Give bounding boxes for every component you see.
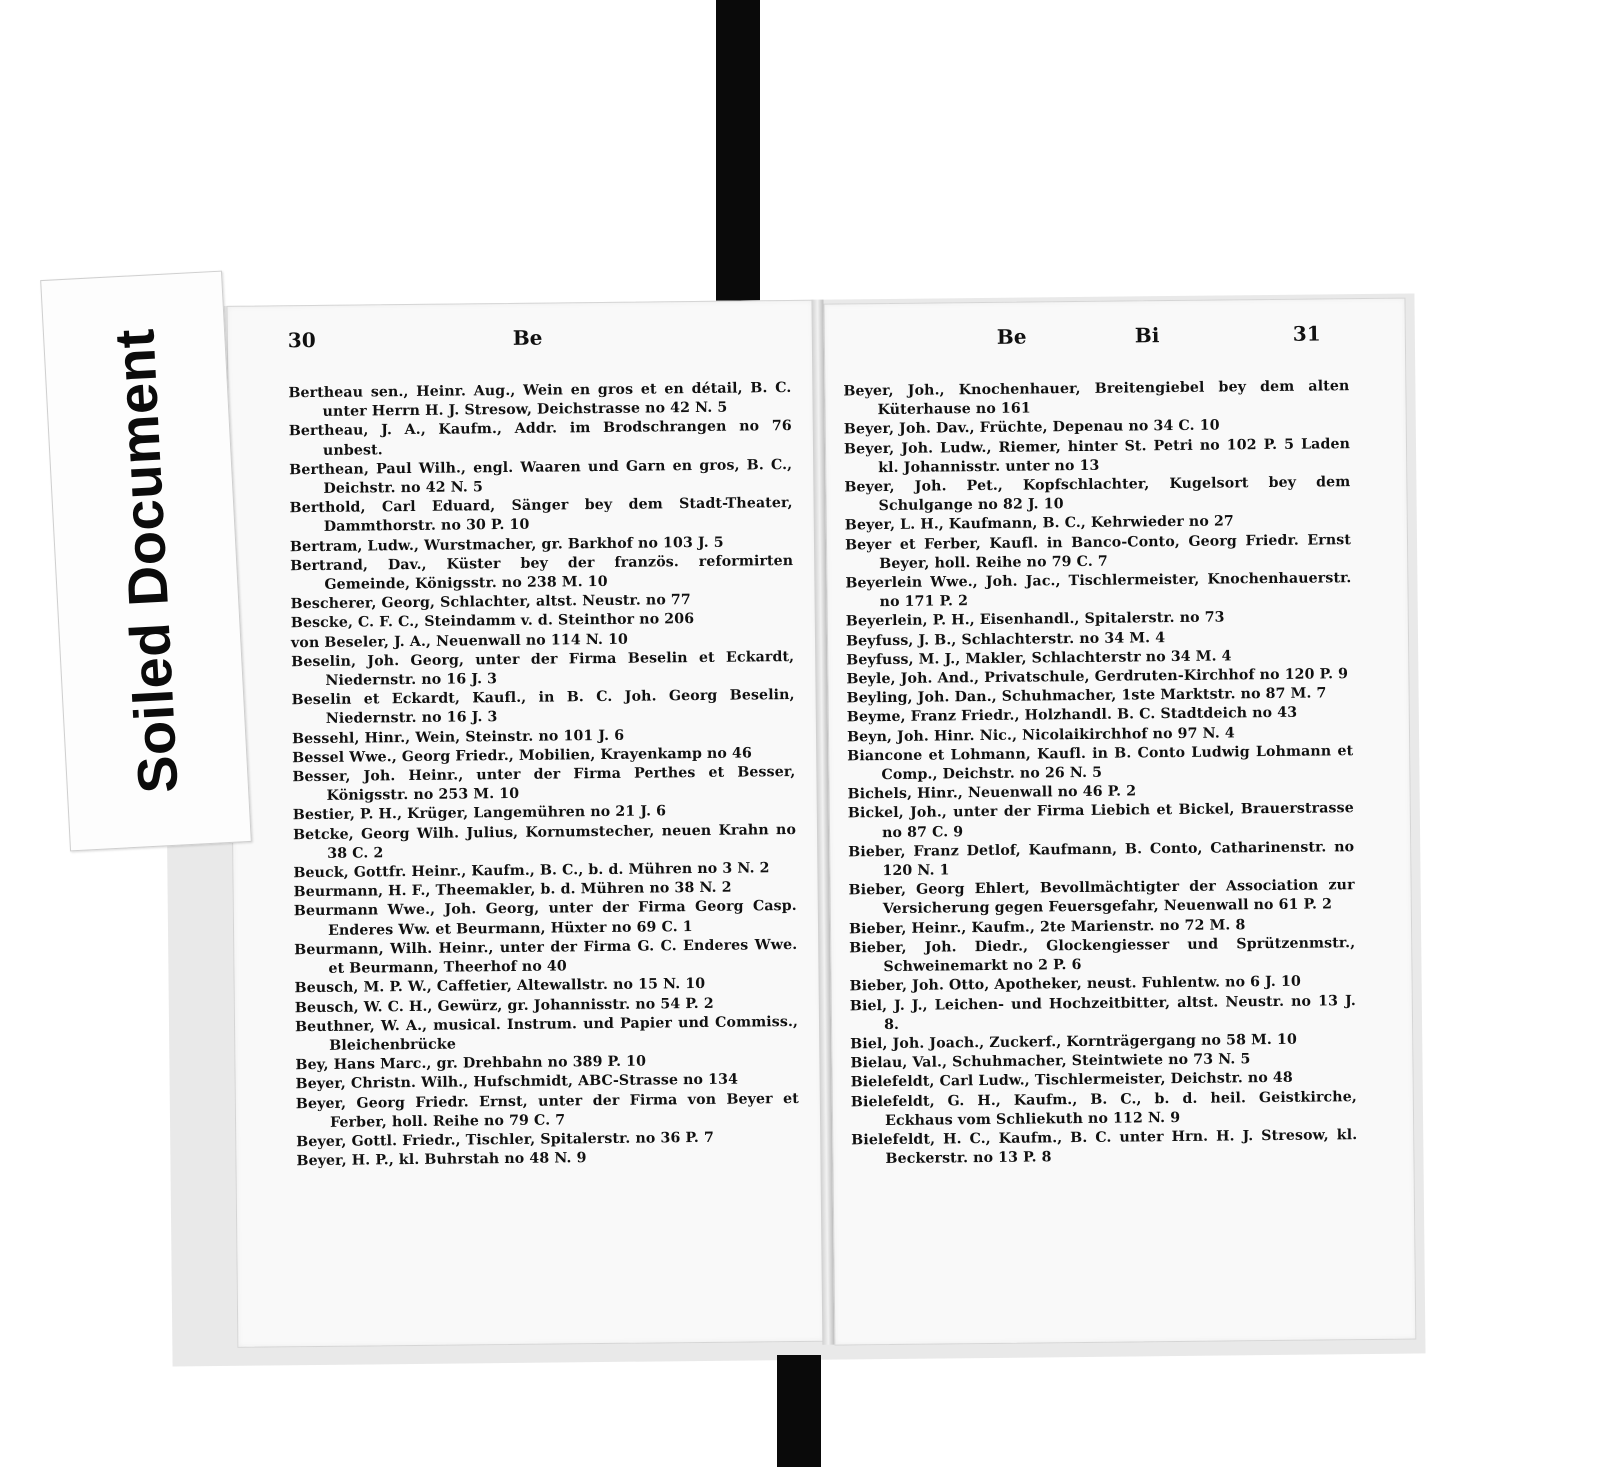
left-page-entries xyxy=(288,379,799,1172)
binding-strap-top xyxy=(716,0,760,305)
directory-entry: Bickel, Joh., unter der Firma Liebich et Bickel, Brauerstrasse no 87 C. 9 xyxy=(847,800,1354,841)
directory-entry: Bertram, Ludw., Wurstmacher, gr. Barkhof no 103 J. 5 xyxy=(289,534,724,555)
directory-entry: Biel, Joh. Joach., Zuckerf., Kornträgergang no 58 M. 10 xyxy=(850,1031,1297,1053)
right-page-header-left: Be xyxy=(996,324,1027,349)
directory-entry: Besser, Joh. Heinr., unter der Firma Perthes et Besser, Königsstr. no 253 M. 10 xyxy=(292,764,796,805)
label-text: Soiled Document xyxy=(102,327,190,795)
directory-entry: Beyer, Joh. Pet., Kopfschlachter, Kugelsort bey dem Schulgange no 82 J. 10 xyxy=(844,474,1351,515)
directory-entry: Bessehl, Hinr., Wein, Steinstr. no 101 J. 6 xyxy=(291,727,625,747)
directory-entry: Beyer, H. P., kl. Buhrstah no 48 N. 9 xyxy=(296,1150,587,1170)
directory-entry: Bey, Hans Marc., gr. Drehbahn no 389 P. 10 xyxy=(295,1053,647,1074)
binding-strap-bottom xyxy=(777,1355,821,1467)
directory-entry: Beyme, Franz Friedr., Holzhandl. B. C. Stadtdeich no 43 xyxy=(846,705,1298,726)
directory-entry: Beyle, Joh. And., Privatschule, Gerdruten-Kirchhof no 120 P. 9 xyxy=(846,666,1349,688)
directory-entry: Biel, J. J., Leichen- und Hochzeitbitter, altst. Neustr. no 13 J. 8. xyxy=(849,992,1356,1033)
directory-entry: Beyer, Joh. Ludw., Riemer, hinter St. Petri no 102 P. 5 Laden kl. Johannisstr. unter no 13 xyxy=(843,435,1351,476)
directory-entry: Berthean, Paul Wilh., engl. Waaren und Garn en gros, B. C., Deichstr. no 42 N. 5 xyxy=(289,456,793,497)
directory-entry: Beyfuss, M. J., Makler, Schlachterstr no 34 M. 4 xyxy=(846,648,1232,669)
directory-entry: Bescke, C. F. C., Steindamm v. d. Steinthor no 206 xyxy=(290,611,695,632)
left-page xyxy=(226,300,824,1348)
right-page-entries xyxy=(843,377,1357,1170)
directory-entry: Beusch, W. C. H., Gewürz, gr. Johannisstr. no 54 P. 2 xyxy=(294,995,714,1016)
directory-entry: Beyfuss, J. B., Schlachterstr. no 34 M. 4 xyxy=(845,629,1166,650)
directory-entry: Beyerlein Wwe., Joh. Jac., Tischlermeister, Knochenhauerstr. no 171 P. 2 xyxy=(845,570,1352,611)
directory-entry: Beusch, M. P. W., Caffetier, Altewallstr. no 15 N. 10 xyxy=(294,976,706,997)
directory-entry: Beyer, L. H., Kaufmann, B. C., Kehrwieder no 27 xyxy=(844,513,1234,534)
directory-entry: Bieber, Georg Ehlert, Bevollmächtigter der Association zur Versicherung gegen Feuersgefahr, Neuenwall no 61 P. 2 xyxy=(848,877,1355,918)
directory-entry: Bertheau, J. A., Kaufm., Addr. im Brodschrangen no 76 unbest. xyxy=(288,418,792,459)
directory-entry: Beurmann, H. F., Theemakler, b. d. Mühren no 38 N. 2 xyxy=(293,879,732,901)
directory-entry: Beyer et Ferber, Kaufl. in Banco-Conto, Georg Friedr. Ernst Beyer, holl. Reihe no 79 C. 7 xyxy=(844,531,1352,572)
directory-entry: Bieber, Joh. Otto, Apotheker, neust. Fuhlentw. no 6 J. 10 xyxy=(849,973,1301,995)
directory-entry: Betcke, Georg Wilh. Julius, Kornumstecher, neuen Krahn no 38 C. 2 xyxy=(292,821,797,862)
directory-entry: Beurmann Wwe., Joh. Georg, unter der Firma Georg Casp. Enderes Ww. et Beurmann, Hüxter no 69 C. 1 xyxy=(293,898,797,939)
directory-entry: Bieber, Franz Detlof, Kaufmann, B. Conto, Catharinenstr. no 120 N. 1 xyxy=(848,839,1355,880)
left-page-header xyxy=(228,323,813,359)
directory-entry: Beyn, Joh. Hinr. Nic., Nicolaikirchhof no 97 N. 4 xyxy=(846,725,1235,746)
directory-entry: Beyer, Christn. Wilh., Hufschmidt, ABC-Strasse no 134 xyxy=(295,1071,739,1093)
right-page-header xyxy=(825,321,1405,357)
directory-entry: Beyer, Joh., Knochenhauer, Breitengiebel bey dem alten Küterhause no 161 xyxy=(843,378,1350,419)
directory-entry: Beyerlein, P. H., Eisenhandl., Spitalerstr. no 73 xyxy=(845,609,1225,630)
left-page-header-letters: Be xyxy=(512,325,543,350)
directory-entry: Bielau, Val., Schuhmacher, Steintwiete no 73 N. 5 xyxy=(850,1051,1251,1072)
right-page xyxy=(823,298,1416,1346)
directory-entry: Beselin et Eckardt, Kaufl., in B. C. Joh. Georg Beselin, Niedernstr. no 16 J. 3 xyxy=(291,687,795,728)
directory-entry: Beyer, Joh. Dav., Früchte, Depenau no 34 C. 10 xyxy=(843,417,1220,438)
directory-entry: Beyer, Georg Friedr. Ernst, unter der Firma von Beyer et Ferber, holl. Reihe no 79 C. 7 xyxy=(295,1090,799,1131)
directory-entry: Bielefeldt, H. C., Kaufm., B. C. unter Hrn. H. J. Stresow, kl. Beckerstr. no 13 P. 8 xyxy=(851,1127,1358,1168)
directory-entry: Biancone et Lohmann, Kaufl. in B. Conto Ludwig Lohmann et Comp., Deichstr. no 26 N. 5 xyxy=(847,742,1354,784)
directory-entry: Bertheau sen., Heinr. Aug., Wein en gros et en détail, B. C. unter Herrn H. J. Stresow, Deichstrasse no 42 N. 5 xyxy=(288,379,792,421)
directory-entry: Bielefeldt, G. H., Kaufm., B. C., b. d. heil. Geistkirche, Eckhaus vom Schliekuth no 112 N. 9 xyxy=(850,1088,1357,1129)
right-page-number: 31 xyxy=(1292,321,1321,346)
directory-entry: Bieber, Joh. Diedr., Glockengiesser und Sprützenmstr., Schweinemarkt no 2 P. 6 xyxy=(849,935,1356,976)
directory-entry: Beselin, Joh. Georg, unter der Firma Beselin et Eckardt, Niedernstr. no 16 J. 3 xyxy=(291,648,795,689)
directory-entry: von Beseler, J. A., Neuenwall no 114 N. 10 xyxy=(290,631,629,651)
directory-entry: Bichels, Hinr., Neuenwall no 46 P. 2 xyxy=(847,783,1137,803)
directory-entry: Bielefeldt, Carl Ludw., Tischlermeister, Deichstr. no 48 xyxy=(850,1070,1293,1091)
directory-entry: Bertrand, Dav., Küster bey der französ. reformirten Gemeinde, Königsstr. no 238 M. 10 xyxy=(290,552,794,593)
directory-entry: Beurmann, Wilh. Heinr., unter der Firma G. C. Enderes Wwe. et Beurmann, Theerhof no 40 xyxy=(294,936,798,977)
directory-entry: Beyer, Gottl. Friedr., Tischler, Spitalerstr. no 36 P. 7 xyxy=(296,1129,714,1151)
directory-entry: Bescherer, Georg, Schlachter, altst. Neustr. no 77 xyxy=(290,592,691,613)
directory-entry: Bessel Wwe., Georg Friedr., Mobilien, Krayenkamp no 46 xyxy=(292,745,752,767)
directory-entry: Beuthner, W. A., musical. Instrum. und Papier und Commiss., Bleichenbrücke xyxy=(294,1013,799,1054)
open-book xyxy=(161,293,1425,1366)
left-page-number: 30 xyxy=(287,327,316,353)
directory-entry: Berthold, Carl Eduard, Sänger bey dem Stadt-Theater, Dammthorstr. no 30 P. 10 xyxy=(289,495,793,536)
right-page-header-right: Bi xyxy=(1134,323,1160,348)
directory-entry: Beyling, Joh. Dan., Schuhmacher, 1ste Marktstr. no 87 M. 7 xyxy=(846,685,1327,707)
directory-entry: Bieber, Heinr., Kaufm., 2te Marienstr. no 72 M. 8 xyxy=(848,916,1246,938)
directory-entry: Beuck, Gottfr. Heinr., Kaufm., B. C., b. d. Mühren no 3 N. 2 xyxy=(293,860,770,882)
directory-entry: Bestier, P. H., Krüger, Langemühren no 21 J. 6 xyxy=(292,803,667,824)
soiled-document-label xyxy=(40,271,252,852)
